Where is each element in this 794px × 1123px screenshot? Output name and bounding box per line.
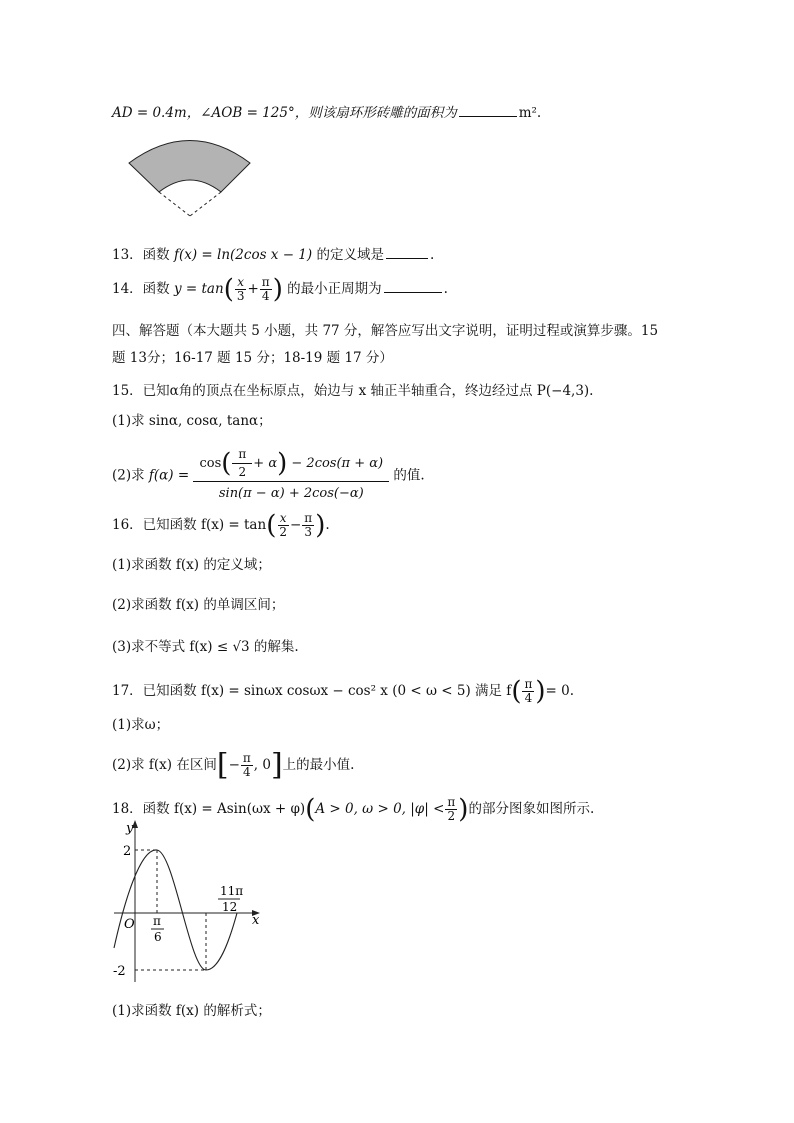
- max-label: 2: [123, 844, 132, 859]
- sine-curve: [114, 850, 237, 970]
- q15-num-rest: − 2cos(π + α): [291, 456, 384, 471]
- q14-y: y = tan: [173, 281, 224, 297]
- q18-stem: 18．函数 f(x) = Asin(ωx + φ)(A > 0, ω > 0, |φ| < $\frac{\pi}{2}$ )的部分图象如图所示.: [112, 794, 595, 825]
- q17-p2-frac-4: 4: [243, 765, 251, 779]
- q16-stem: 16．已知函数 f(x) = tan( $\frac{x}{2}$ − $\frac{\pi}{3}$ ).: [112, 510, 330, 541]
- q15-stem: 15．已知α角的顶点在坐标原点，始边与 x 轴正半轴重合，终边经过点 P(−4,3).: [112, 383, 594, 399]
- q15-p2-pre: (2)求: [112, 467, 145, 484]
- q15-p2-post: 的值.: [393, 467, 425, 484]
- q14-tail: 的最小正周期为: [287, 281, 382, 297]
- q15-part1: (1)求 sinα, cosα, tanα；: [112, 413, 272, 429]
- q17-stem: 17．已知函数 f(x) = sinωx cosωx − cos² x (0 < ω < 5) 满足 f( $\frac{\pi}{4}$ )= 0.: [112, 676, 574, 707]
- tick-12: 12: [222, 900, 238, 914]
- y-label: y: [126, 821, 134, 836]
- q15-fraction: [193, 448, 389, 504]
- q14-frac-3: 3: [236, 289, 245, 303]
- q17-neg: −: [228, 757, 240, 773]
- q18-frac-2: 2: [447, 809, 456, 823]
- q17-frac-4: 4: [524, 691, 533, 705]
- q18-cond: A > 0, ω > 0, |φ| <: [315, 801, 445, 817]
- tick-11pi: 11π: [220, 884, 244, 898]
- sine-graph-figure: [110, 818, 270, 986]
- q16-part3: (3)求不等式 f(x) ≤ √3 的解集.: [112, 639, 299, 655]
- q12-text: AD = 0.4m，∠AOB = 125°，则该扇环形砖雕的面积为: [112, 105, 457, 121]
- q17-p2-text: (2)求 f(x) 在区间: [112, 757, 217, 773]
- q16-part2: (2)求函数 f(x) 的单调区间；: [112, 597, 285, 613]
- q15-p2-f: f(α) =: [148, 467, 190, 484]
- q16-end: .: [325, 517, 330, 533]
- q17-zero: , 0: [253, 757, 271, 773]
- q15-num-alpha: + α: [253, 456, 278, 471]
- q14-frac-pi: π: [261, 275, 270, 289]
- q13-tail: 的定义域是: [316, 247, 384, 263]
- ob-dashed-line: [190, 192, 221, 216]
- question-13: [112, 244, 434, 264]
- q15-denominator: sin(π − α) + 2cos(−α): [218, 486, 364, 501]
- annulus-sector-shape: [129, 141, 250, 193]
- q15-num-cos: cos: [199, 456, 222, 471]
- oa-dashed-line: [159, 192, 190, 216]
- q17-frac-pi: π: [524, 677, 533, 691]
- q16-frac-x: x: [279, 511, 287, 525]
- q13-expr: f(x) = ln(2cos x − 1): [173, 247, 313, 263]
- q16-frac-pi: π: [304, 511, 313, 525]
- min-label: -2: [113, 964, 126, 979]
- q18-stem-text: 18．函数 f(x) = Asin(ωx + φ): [112, 801, 306, 817]
- q14-frac-4: 4: [261, 289, 270, 303]
- section-4-header: 四、解答题（本大题共 5 小题，共 77 分，解答应写出文字说明，证明过程或演算步骤。15: [112, 323, 659, 339]
- q17-end: = 0.: [545, 683, 574, 699]
- origin-label: O: [124, 917, 135, 932]
- q12-intro: [112, 102, 541, 122]
- q13-blank[interactable]: [386, 244, 428, 259]
- x-label: x: [252, 913, 260, 928]
- section-4-header-cont: 题 13分；16-17 题 15 分；18-19 题 17 分）: [112, 350, 393, 366]
- q13-num: 13．函数: [112, 247, 170, 263]
- q14-blank[interactable]: [384, 278, 442, 293]
- q14-num: 14．函数: [112, 281, 170, 297]
- q18-stem-tail: 的部分图象如图所示.: [468, 801, 595, 817]
- question-14: 14．函数 y = tan( $\frac{x}{3}$ + $\frac{\pi}{4}$ ) 的最小正周期为 .: [112, 274, 448, 305]
- q16-stem-text: 16．已知函数 f(x) = tan: [112, 517, 267, 533]
- q17-p2-tail: 上的最小值.: [282, 757, 355, 773]
- q17-part2: (2)求 f(x) 在区间[− $\frac{\pi}{4}$ , 0]上的最小值.: [112, 747, 355, 783]
- q18-part1: (1)求函数 f(x) 的解析式；: [112, 1003, 271, 1019]
- q17-part1: (1)求ω；: [112, 717, 170, 733]
- q15-part2: [112, 448, 425, 504]
- q15-num-2: 2: [238, 465, 247, 479]
- q17-p2-frac-pi: π: [242, 751, 251, 765]
- q14-end: .: [443, 281, 448, 297]
- q17-stem-text: 17．已知函数 f(x) = sinωx cosωx − cos² x (0 < ω < 5) 满足 f: [112, 683, 512, 699]
- tick-pi: π: [153, 914, 161, 928]
- q15-num-pi: π: [232, 448, 252, 464]
- q16-minus: −: [289, 517, 302, 533]
- q14-frac-x: x: [237, 275, 245, 289]
- q13-end: .: [429, 247, 435, 263]
- q14-plus: +: [247, 281, 259, 297]
- q15-numerator: cos( $\frac{\pi}{2}$ + α) − 2cos(π + α): [193, 448, 389, 482]
- q12-unit: m².: [518, 105, 542, 121]
- q16-frac-2: 2: [279, 525, 287, 539]
- q12-blank[interactable]: [459, 102, 517, 117]
- q18-frac-pi: π: [447, 795, 456, 809]
- q16-part1: (1)求函数 f(x) 的定义域；: [112, 557, 271, 573]
- tick-6: 6: [154, 930, 162, 944]
- q16-frac-3: 3: [304, 525, 313, 539]
- annulus-sector-figure: [108, 138, 278, 230]
